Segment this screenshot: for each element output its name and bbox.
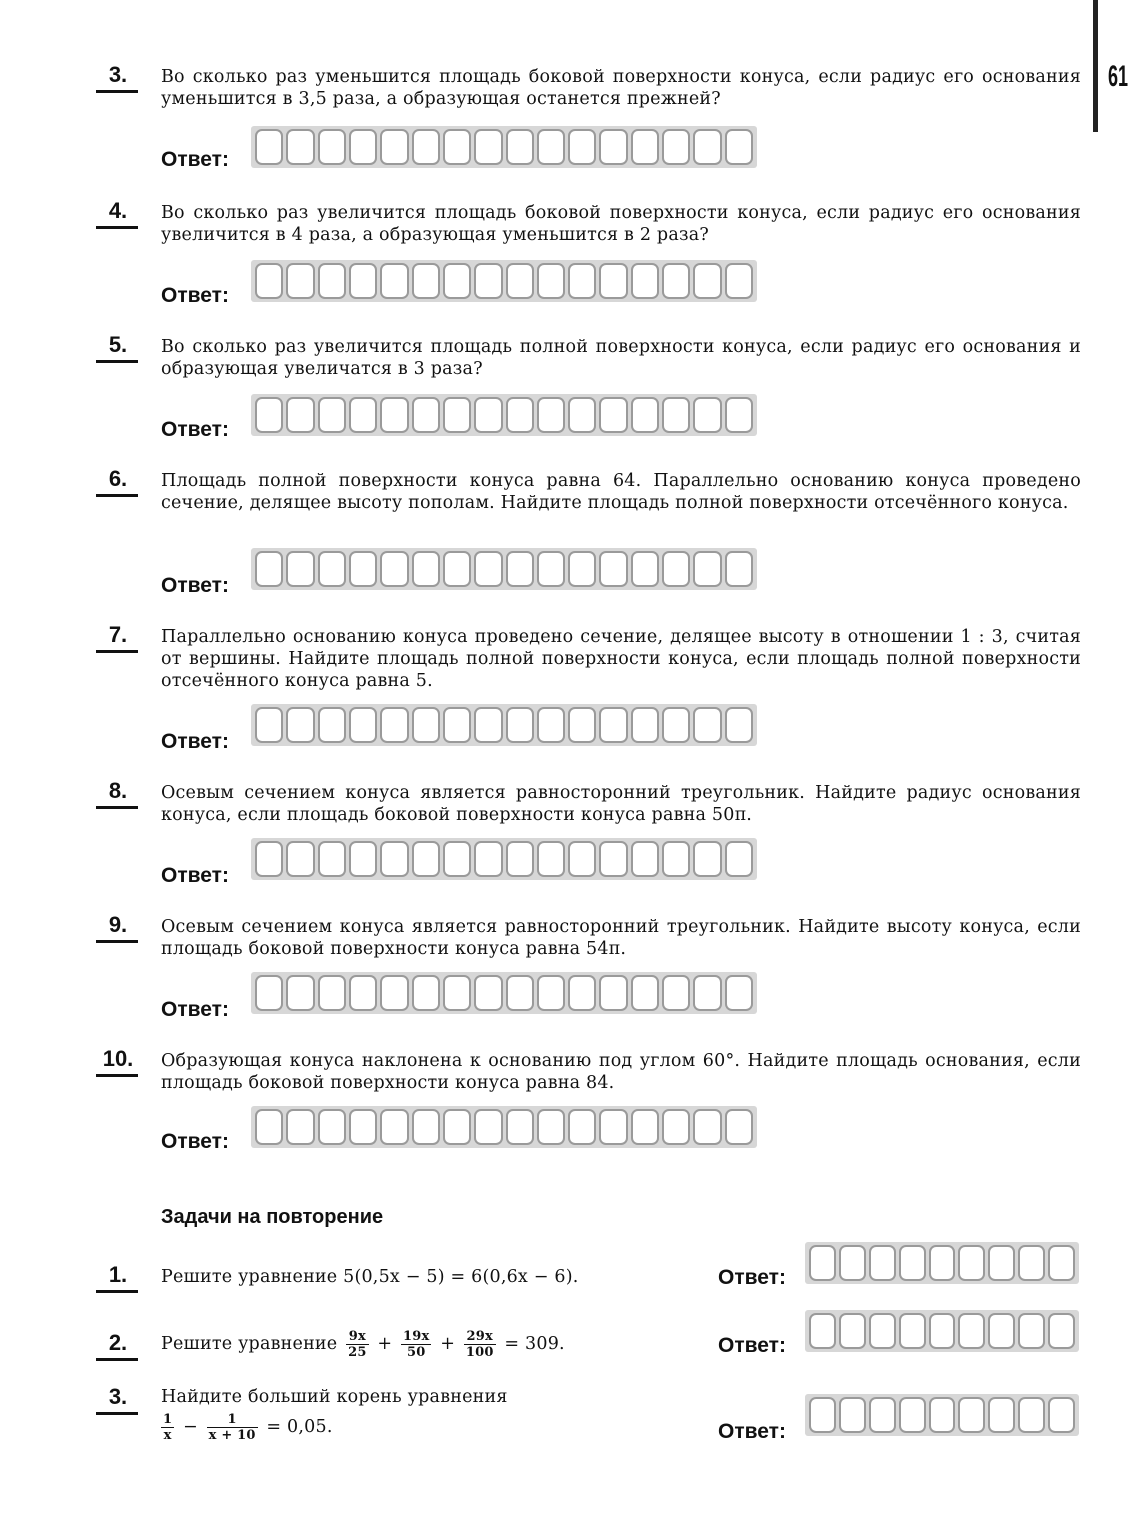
answer-cell[interactable] <box>599 129 627 165</box>
answer-cell[interactable] <box>349 841 377 877</box>
answer-cell[interactable] <box>929 1245 956 1281</box>
answer-cell[interactable] <box>662 129 690 165</box>
answer-cell[interactable] <box>869 1313 896 1349</box>
answer-cell[interactable] <box>631 397 659 433</box>
section-title: Задачи на повторение <box>161 1206 384 1228</box>
task-number-underline <box>96 494 138 497</box>
answer-cell[interactable] <box>568 551 596 587</box>
numerator: 19x <box>403 1329 430 1344</box>
answer-input[interactable] <box>251 394 757 436</box>
page-number: 61 <box>1108 60 1129 93</box>
answer-cell[interactable] <box>899 1245 926 1281</box>
fraction-1 <box>161 1412 174 1443</box>
task-text: Во сколько раз увеличится площадь боковой поверхности конуса, если радиус его основания увеличится в 4 раза, а образующая уменьшится в 2 раза? <box>161 203 1081 245</box>
answer-label: Ответ: <box>161 1130 229 1153</box>
answer-cell[interactable] <box>537 841 565 877</box>
answer-label: Ответ: <box>718 1266 786 1289</box>
answer-cell[interactable] <box>506 397 534 433</box>
answer-cell[interactable] <box>568 841 596 877</box>
answer-cell[interactable] <box>443 129 471 165</box>
answer-cell[interactable] <box>631 975 659 1011</box>
answer-cell[interactable] <box>380 263 408 299</box>
answer-cell[interactable] <box>662 551 690 587</box>
fraction-2 <box>207 1412 258 1443</box>
answer-cell[interactable] <box>839 1313 866 1349</box>
task-number: 3. <box>108 62 128 87</box>
answer-label: Ответ: <box>161 148 229 171</box>
answer-cell[interactable] <box>958 1245 985 1281</box>
task-number: 2. <box>108 1330 128 1355</box>
task-text: Образующая конуса наклонена к основанию под углом 60°. Найдите площадь основания, если площадь боковой поверхности конуса равна 84. <box>161 1051 1081 1093</box>
answer-cell[interactable] <box>537 975 565 1011</box>
answer-cell[interactable] <box>349 1109 377 1145</box>
answer-cell[interactable] <box>349 975 377 1011</box>
answer-cell[interactable] <box>318 129 346 165</box>
answer-cell[interactable] <box>631 263 659 299</box>
answer-label: Ответ: <box>161 284 229 307</box>
answer-cell[interactable] <box>412 263 440 299</box>
answer-cell[interactable] <box>662 841 690 877</box>
page-edge-bar <box>1093 0 1098 132</box>
answer-cell[interactable] <box>1048 1245 1075 1281</box>
answer-cell[interactable] <box>537 263 565 299</box>
task-text: Решите уравнение 5(0,5x − 5) = 6(0,6x − 6). <box>161 1267 579 1287</box>
answer-cell[interactable] <box>474 551 502 587</box>
answer-input[interactable] <box>805 1310 1079 1352</box>
answer-cell[interactable] <box>958 1313 985 1349</box>
answer-cell[interactable] <box>631 707 659 743</box>
answer-input[interactable] <box>251 1106 757 1148</box>
denominator: 100 <box>465 1345 494 1360</box>
answer-cell[interactable] <box>1048 1397 1075 1433</box>
answer-cell[interactable] <box>568 263 596 299</box>
answer-cell[interactable] <box>474 263 502 299</box>
answer-cell[interactable] <box>380 551 408 587</box>
answer-cell[interactable] <box>725 397 753 433</box>
answer-cell[interactable] <box>443 1109 471 1145</box>
answer-cell[interactable] <box>599 707 627 743</box>
answer-cell[interactable] <box>412 1109 440 1145</box>
answer-cell[interactable] <box>568 397 596 433</box>
answer-cell[interactable] <box>506 263 534 299</box>
fraction-1 <box>346 1329 369 1360</box>
answer-cell[interactable] <box>568 707 596 743</box>
answer-cell[interactable] <box>809 1397 836 1433</box>
task-text-equation <box>161 1326 701 1362</box>
answer-cell[interactable] <box>839 1397 866 1433</box>
answer-cell[interactable] <box>255 397 283 433</box>
task-number-underline <box>96 1412 138 1415</box>
answer-cell[interactable] <box>537 1109 565 1145</box>
answer-cell[interactable] <box>349 397 377 433</box>
answer-cell[interactable] <box>255 975 283 1011</box>
answer-cell[interactable] <box>286 975 314 1011</box>
answer-cell[interactable] <box>568 1109 596 1145</box>
answer-cell[interactable] <box>412 975 440 1011</box>
numerator: 29x <box>464 1329 496 1345</box>
answer-cell[interactable] <box>318 397 346 433</box>
answer-cell[interactable] <box>988 1245 1015 1281</box>
answer-label: Ответ: <box>161 730 229 753</box>
answer-label: Ответ: <box>161 574 229 597</box>
answer-cell[interactable] <box>809 1313 836 1349</box>
answer-cell[interactable] <box>725 1109 753 1145</box>
answer-cell[interactable] <box>474 975 502 1011</box>
fraction-2 <box>401 1329 431 1360</box>
equation-tail: = 0,05. <box>266 1417 333 1437</box>
answer-label: Ответ: <box>161 418 229 441</box>
answer-cell[interactable] <box>286 841 314 877</box>
answer-cell[interactable] <box>693 397 721 433</box>
answer-cell[interactable] <box>599 841 627 877</box>
task-text: Осевым сечением конуса является равносторонний треугольник. Найдите радиус основания конуса, если площадь боковой поверхности конуса равна 50π. <box>161 783 1081 825</box>
answer-cell[interactable] <box>506 551 534 587</box>
answer-cell[interactable] <box>631 1109 659 1145</box>
answer-input[interactable] <box>251 972 757 1014</box>
task-number-underline <box>96 1358 138 1361</box>
answer-cell[interactable] <box>693 707 721 743</box>
answer-cell[interactable] <box>869 1245 896 1281</box>
task-text: Параллельно основанию конуса проведено сечение, делящее высоту в отношении 1 : 3, считая от вершины. Найдите площадь полной поверхности конуса, если площадь полной поверхности отсечённого конуса равна 5. <box>161 627 1081 691</box>
answer-cell[interactable] <box>349 129 377 165</box>
answer-cell[interactable] <box>474 707 502 743</box>
task-number: 5. <box>108 332 128 357</box>
answer-cell[interactable] <box>380 1109 408 1145</box>
task-number-underline <box>96 360 138 363</box>
task-number: 1. <box>108 1262 128 1287</box>
answer-cell[interactable] <box>693 975 721 1011</box>
answer-input[interactable] <box>251 126 757 168</box>
answer-input[interactable] <box>805 1394 1079 1436</box>
answer-cell[interactable] <box>725 551 753 587</box>
answer-cell[interactable] <box>725 841 753 877</box>
plus-sign: + <box>377 1334 393 1354</box>
answer-cell[interactable] <box>988 1313 1015 1349</box>
answer-cell[interactable] <box>255 707 283 743</box>
answer-input[interactable] <box>251 548 757 590</box>
answer-cell[interactable] <box>839 1245 866 1281</box>
answer-cell[interactable] <box>443 841 471 877</box>
answer-cell[interactable] <box>255 1109 283 1145</box>
answer-cell[interactable] <box>631 551 659 587</box>
answer-cell[interactable] <box>568 129 596 165</box>
answer-cell[interactable] <box>693 551 721 587</box>
task-number-underline <box>96 90 138 93</box>
equation-tail: = 309. <box>504 1334 565 1354</box>
task-number-underline <box>96 226 138 229</box>
answer-cell[interactable] <box>349 263 377 299</box>
answer-cell[interactable] <box>286 397 314 433</box>
task-number-underline <box>96 1074 138 1077</box>
denominator: x <box>163 1428 172 1443</box>
plus-sign: + <box>440 1334 456 1354</box>
answer-cell[interactable] <box>662 1109 690 1145</box>
answer-cell[interactable] <box>1018 1245 1045 1281</box>
minus-sign: − <box>183 1417 198 1437</box>
answer-input[interactable] <box>805 1242 1079 1284</box>
answer-cell[interactable] <box>631 129 659 165</box>
answer-cell[interactable] <box>631 841 659 877</box>
answer-cell[interactable] <box>474 129 502 165</box>
answer-cell[interactable] <box>693 1109 721 1145</box>
task-text: Осевым сечением конуса является равносторонний треугольник. Найдите высоту конуса, если площадь боковой поверхности конуса равна 54π. <box>161 917 1081 959</box>
answer-cell[interactable] <box>380 397 408 433</box>
answer-cell[interactable] <box>1018 1397 1045 1433</box>
answer-label: Ответ: <box>161 864 229 887</box>
answer-cell[interactable] <box>474 397 502 433</box>
answer-cell[interactable] <box>537 707 565 743</box>
answer-cell[interactable] <box>318 1109 346 1145</box>
answer-cell[interactable] <box>662 263 690 299</box>
answer-cell[interactable] <box>474 841 502 877</box>
task-number: 6. <box>108 466 128 491</box>
answer-cell[interactable] <box>349 551 377 587</box>
answer-input[interactable] <box>251 704 757 746</box>
answer-cell[interactable] <box>929 1397 956 1433</box>
answer-cell[interactable] <box>506 707 534 743</box>
task-text: Во сколько раз увеличится площадь полной поверхности конуса, если радиус его основания и образующая увеличатся в 3 раза? <box>161 337 1081 379</box>
answer-cell[interactable] <box>899 1397 926 1433</box>
answer-cell[interactable] <box>599 975 627 1011</box>
answer-cell[interactable] <box>869 1397 896 1433</box>
answer-cell[interactable] <box>380 129 408 165</box>
denominator: 50 <box>407 1345 426 1360</box>
answer-cell[interactable] <box>255 129 283 165</box>
answer-cell[interactable] <box>693 263 721 299</box>
answer-cell[interactable] <box>443 397 471 433</box>
answer-cell[interactable] <box>537 551 565 587</box>
answer-cell[interactable] <box>958 1397 985 1433</box>
answer-label: Ответ: <box>161 998 229 1021</box>
answer-cell[interactable] <box>662 975 690 1011</box>
answer-cell[interactable] <box>412 841 440 877</box>
answer-cell[interactable] <box>599 397 627 433</box>
task-text-equation <box>161 1410 701 1444</box>
answer-cell[interactable] <box>255 263 283 299</box>
answer-cell[interactable] <box>1018 1313 1045 1349</box>
answer-cell[interactable] <box>506 841 534 877</box>
answer-cell[interactable] <box>506 1109 534 1145</box>
task-text: Во сколько раз уменьшится площадь боковой поверхности конуса, если радиус его основания уменьшится в 3,5 раза, а образующая останется прежней? <box>161 67 1081 109</box>
answer-input[interactable] <box>251 260 757 302</box>
answer-cell[interactable] <box>412 707 440 743</box>
answer-input[interactable] <box>251 838 757 880</box>
answer-cell[interactable] <box>599 263 627 299</box>
answer-cell[interactable] <box>318 707 346 743</box>
answer-cell[interactable] <box>318 263 346 299</box>
numerator: 9x <box>346 1329 369 1345</box>
task-text: Площадь полной поверхности конуса равна 64. Параллельно основанию конуса проведено сечение, делящее высоту пополам. Найдите площадь полной поверхности отсечённого конуса. <box>161 471 1081 513</box>
answer-cell[interactable] <box>899 1313 926 1349</box>
task-number-underline <box>96 650 138 653</box>
answer-cell[interactable] <box>318 975 346 1011</box>
task-number: 4. <box>108 198 128 223</box>
answer-cell[interactable] <box>380 841 408 877</box>
answer-cell[interactable] <box>286 129 314 165</box>
fraction-3 <box>464 1329 496 1360</box>
answer-cell[interactable] <box>599 551 627 587</box>
task-number-underline <box>96 940 138 943</box>
task-number-underline <box>96 806 138 809</box>
answer-cell[interactable] <box>599 1109 627 1145</box>
answer-cell[interactable] <box>286 551 314 587</box>
answer-cell[interactable] <box>725 129 753 165</box>
task-number: 3. <box>108 1384 128 1409</box>
answer-cell[interactable] <box>412 129 440 165</box>
answer-label: Ответ: <box>718 1420 786 1443</box>
equation-prefix: Решите уравнение <box>161 1334 338 1354</box>
answer-cell[interactable] <box>412 397 440 433</box>
answer-cell[interactable] <box>443 975 471 1011</box>
answer-cell[interactable] <box>255 841 283 877</box>
answer-cell[interactable] <box>929 1313 956 1349</box>
numerator: 1 <box>163 1412 173 1427</box>
answer-cell[interactable] <box>286 1109 314 1145</box>
answer-cell[interactable] <box>693 841 721 877</box>
answer-cell[interactable] <box>349 707 377 743</box>
answer-cell[interactable] <box>568 975 596 1011</box>
numerator: 1 <box>207 1412 258 1428</box>
answer-cell[interactable] <box>725 975 753 1011</box>
answer-cell[interactable] <box>286 707 314 743</box>
answer-cell[interactable] <box>474 1109 502 1145</box>
answer-cell[interactable] <box>380 707 408 743</box>
denominator: x + 10 <box>208 1428 256 1443</box>
answer-cell[interactable] <box>443 551 471 587</box>
answer-cell[interactable] <box>537 129 565 165</box>
task-number-underline <box>96 1290 138 1293</box>
answer-cell[interactable] <box>537 397 565 433</box>
answer-cell[interactable] <box>725 707 753 743</box>
answer-cell[interactable] <box>506 975 534 1011</box>
task-number: 7. <box>108 622 128 647</box>
task-number: 10. <box>102 1046 134 1071</box>
answer-cell[interactable] <box>286 263 314 299</box>
answer-cell[interactable] <box>380 975 408 1011</box>
task-number: 8. <box>108 778 128 803</box>
task-number: 9. <box>108 912 128 937</box>
answer-cell[interactable] <box>255 551 283 587</box>
answer-cell[interactable] <box>693 129 721 165</box>
task-text: Найдите больший корень уравнения <box>161 1387 508 1407</box>
answer-cell[interactable] <box>443 263 471 299</box>
denominator: 25 <box>348 1345 367 1360</box>
answer-cell[interactable] <box>1048 1313 1075 1349</box>
answer-cell[interactable] <box>725 263 753 299</box>
answer-cell[interactable] <box>988 1397 1015 1433</box>
answer-cell[interactable] <box>318 551 346 587</box>
answer-cell[interactable] <box>506 129 534 165</box>
answer-cell[interactable] <box>412 551 440 587</box>
answer-cell[interactable] <box>443 707 471 743</box>
answer-cell[interactable] <box>809 1245 836 1281</box>
answer-label: Ответ: <box>718 1334 786 1357</box>
answer-cell[interactable] <box>662 397 690 433</box>
answer-cell[interactable] <box>318 841 346 877</box>
answer-cell[interactable] <box>662 707 690 743</box>
